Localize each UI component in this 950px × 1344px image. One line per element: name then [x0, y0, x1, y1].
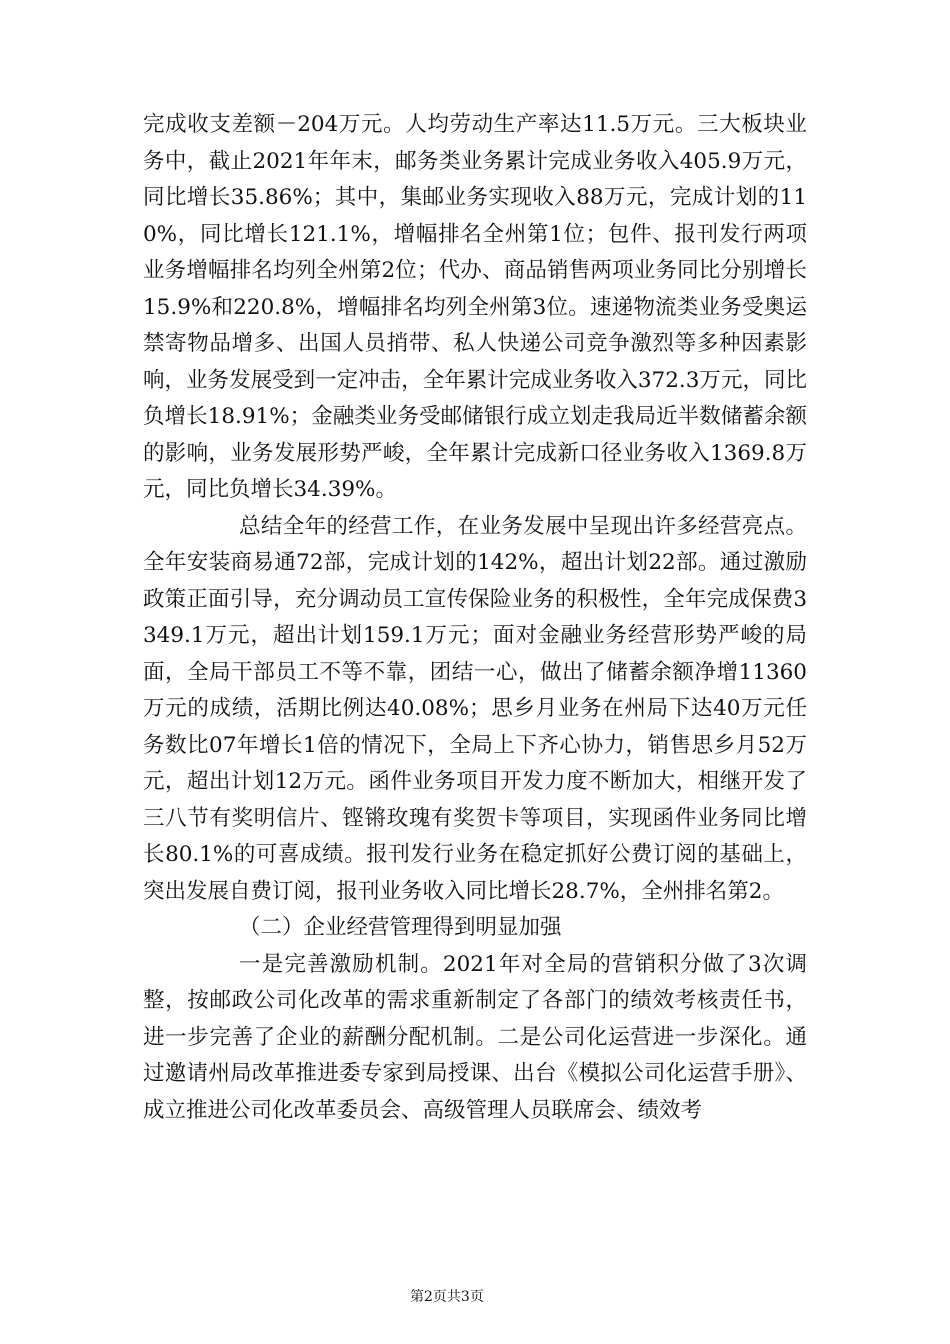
paragraph-management: 一是完善激励机制。2021年对全局的营销积分做了3次调整，按邮政公司化改革的需求重新制定了各部门的绩效考核责任书，进一步完善了企业的薪酬分配机制。二是公司化运营进一步深化。通过邀请州局改革推进委专家到局授课、出台《模拟公司化运营手册》、成立推进公司化改革委员会、高级管理人员联席会、绩效考 [143, 951, 807, 1123]
paragraph-revenue-summary: 完成收支差额－204万元。人均劳动生产率达11.5万元。三大板块业务中，截止2021年年末，邮务类业务累计完成业务收入405.9万元，同比增长35.86%；其中，集邮业务实现收入88万元，完成计划的110%，同比增长121.1%，增幅排名全州第1位；包件、报刊发行两项业务增幅排名均列全州第2位；代办、商品销售两项业务同比分别增长15.9%和220.8%，增幅排名均列全州第3位。速递物流类业务受奥运禁寄物品增多、出国人员捎带、私人快递公司竞争激烈等多种因素影响，业务发展受到一定冲击，全年累计完成业务收入372.3万元，同比负增长18.91%；金融类业务受邮储银行成立划走我局近半数储蓄余额的影响，业务发展形势严峻，全年累计完成新口径业务收入1369.8万元，同比负增长34.39%。 [143, 112, 807, 502]
document-body [143, 107, 807, 1129]
paragraph-business-highlights: 总结全年的经营工作，在业务发展中呈现出许多经营亮点。全年安装商易通72部，完成计划的142%，超出计划22部。通过激励政策正面引导，充分调动员工宣传保险业务的积极性，全年完成保费3349.1万元，超出计划159.1万元；面对金融业务经营形势严峻的局面，全局干部员工不等不靠，团结一心，做出了储蓄余额净增11360万元的成绩，活期比例达40.08%；思乡月业务在州局下达40万元任务数比07年增长1倍的情况下，全局上下齐心协力，销售思乡月52万元，超出计划12万元。函件业务项目开发力度不断加大，相继开发了三八节有奖明信片、铿锵玫瑰有奖贺卡等项目，实现函件业务同比增长80.1%的可喜成绩。报刊发行业务在稳定抓好公费订阅的基础上，突出发展自费订阅，报刊业务收入同比增长28.7%，全州排名第2。 [143, 513, 807, 904]
section-heading: （二）企业经营管理得到明显加强 [239, 915, 562, 940]
page-number: 第2页共3页 [410, 1289, 484, 1305]
